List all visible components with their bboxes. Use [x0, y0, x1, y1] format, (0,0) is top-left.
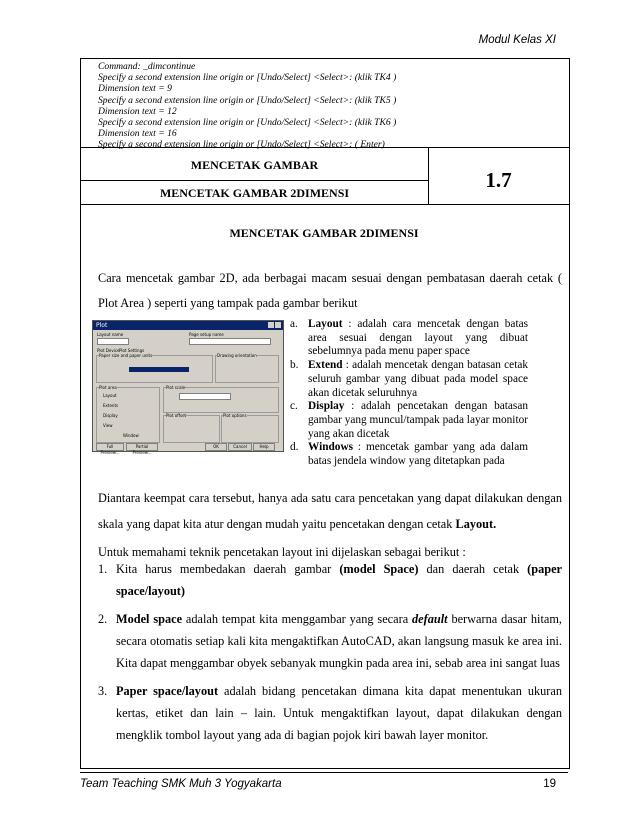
dialog-label: Drawing orientation: [217, 353, 257, 358]
numbered-list: [98, 558, 562, 746]
plot-area-option: View: [103, 423, 113, 428]
list-item: b. Extend : adalah mencetak dengan batasan cetak seluruh gambar yang dibuat pada model space akan dicetak seluruhnya: [290, 359, 528, 399]
page-number: 19: [543, 778, 556, 790]
plot-area-options-list: [290, 318, 528, 469]
paper-size-select: [129, 367, 189, 372]
ok-button: OK: [205, 443, 227, 451]
plot-dialog-screenshot: [92, 320, 284, 455]
module-label: Modul Kelas XI: [478, 34, 556, 46]
dialog-label: Page setup name: [189, 332, 224, 337]
plot-area-option: Layout: [103, 393, 117, 398]
plot-area-option: Extents: [103, 403, 119, 408]
command-line: Dimension text = 12: [98, 105, 177, 117]
dialog-label: Plot options: [223, 413, 247, 418]
command-line: Specify a second extension line origin or [Undo/Select] <Select>: ( Enter): [98, 139, 385, 151]
paragraph: Untuk memahami teknik pencetakan layout ini dijelaskan sebagai berikut :: [98, 545, 466, 559]
dialog-label: Plot scale: [166, 385, 186, 390]
command-line: Specify a second extension line origin or [Undo/Select] <Select>: (klik TK5 ): [98, 94, 397, 106]
full-preview-button: Full Preview...: [96, 443, 124, 451]
scale-field: [179, 393, 231, 400]
cancel-button: Cancel: [228, 443, 252, 451]
divider: [80, 180, 429, 181]
plot-scale-group: [163, 387, 279, 413]
list-item: d. Windows : mencetak gambar yang ada dalam batas jendela window yang ditetapkan pada: [290, 441, 528, 468]
footer-rule: [80, 772, 568, 773]
command-line: Dimension text = 9: [98, 83, 172, 95]
list-item: c. Display : adalah pencetakan dengan batasan gambar yang muncul/tampak pada layar monitor yang akan dicetak: [290, 400, 528, 440]
chapter-title: MENCETAK GAMBAR: [190, 158, 319, 172]
dialog-title: Plot: [96, 322, 108, 329]
chapter-subtitle: MENCETAK GAMBAR 2DIMENSI: [159, 186, 350, 200]
page-setup-field: [189, 338, 271, 345]
layout-name-field: [97, 338, 129, 345]
plot-options-group: [221, 415, 279, 443]
dialog-titlebar: [93, 321, 283, 330]
list-item: 1. Kita harus membedakan daerah gambar (model Space) dan daerah cetak (paper space/layout): [98, 562, 562, 598]
dialog-label: Plot area: [99, 385, 117, 390]
orientation-group: [215, 355, 279, 383]
list-item: 3. Paper space/layout adalah bidang pencetakan dimana kita dapat menentukan ukuran kertas, etiket dan lain – lain. Untuk mengaktifkan layout, dapat dilakukan dengan mengklik tombol layout yang ada di bagian pojok kiri bawah layer monitor.: [98, 684, 562, 742]
command-lines: [98, 61, 396, 151]
dialog-label: Plot offset: [166, 413, 187, 418]
section-title: MENCETAK GAMBAR 2DIMENSI: [229, 226, 419, 240]
intro-paragraph: Cara mencetak gambar 2D, ada berbagai macam sesuai dengan pembatasan daerah cetak ( Plot Area ) seperti yang tampak pada gambar berikut: [98, 271, 562, 310]
command-line: Command: _dimcontinue: [98, 61, 196, 72]
list-item: 2. Model space adalah tempat kita menggambar yang secara default berwarna dasar hitam, secara otomatis setiap kali kita mengaktifkan AutoCAD, akan langsung masuk ke area ini. Kita dapat menggambar obyek sebanyak mungkin pada area ini, sebab area ini sangat luas: [98, 612, 562, 670]
tab-plot-settings: Plot Settings: [119, 348, 145, 353]
plot-area-option: Display: [103, 413, 118, 418]
help-button: Help: [253, 443, 275, 451]
window-controls: [267, 322, 281, 331]
partial-preview-button: Partial Preview...: [126, 443, 158, 451]
command-line: Specify a second extension line origin or [Undo/Select] <Select>: (klik TK6 ): [98, 117, 397, 129]
plot-offset-group: [163, 415, 220, 443]
plot-area-option: Window: [123, 433, 139, 438]
paragraph: Diantara keempat cara tersebut, hanya ada satu cara pencetakan yang dapat dilakukan dengan skala yang dapat kita atur dengan mudah yaitu pencetakan dengan cetak Layout.: [98, 491, 562, 531]
section-number: 1.7: [485, 168, 512, 192]
footer-credit: Team Teaching SMK Muh 3 Yogyakarta: [80, 778, 282, 790]
list-item: a. Layout : adalah cara mencetak dengan batas area sesuai dengan layout yang dibuat sebelumnya pada menu paper space: [290, 318, 528, 358]
command-line: Dimension text = 16: [98, 128, 177, 140]
command-line: Specify a second extension line origin or [Undo/Select] <Select>: (klik TK4 ): [98, 72, 397, 84]
tab-plot-device: Plot Device: [97, 348, 120, 353]
dialog-label: Layout name: [97, 332, 124, 337]
dialog-label: Paper size and paper units: [99, 353, 153, 358]
